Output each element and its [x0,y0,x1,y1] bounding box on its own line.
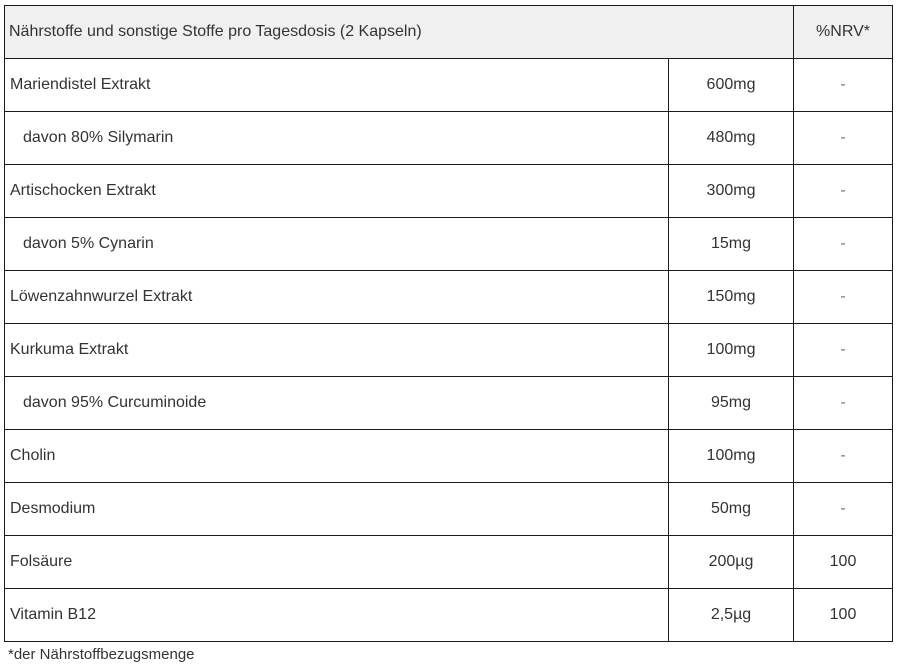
table-header-row [5,6,893,59]
nutrient-amount: 300mg [669,165,794,218]
nutrient-name: Löwenzahnwurzel Extrakt [5,271,669,324]
nutrient-amount: 100mg [669,430,794,483]
nutrient-amount: 150mg [669,271,794,324]
table-row [5,324,893,377]
nutrient-name: davon 95% Curcuminoide [5,377,669,430]
table-row [5,271,893,324]
table-row [5,59,893,112]
nutrient-amount: 100mg [669,324,794,377]
nutrient-nrv: - [794,218,893,271]
nutrient-amount: 50mg [669,483,794,536]
nutrient-nrv: 100 [794,536,893,589]
table-title: Nährstoffe und sonstige Stoffe pro Tagesdosis (2 Kapseln) [5,6,794,59]
nutrient-nrv: - [794,112,893,165]
table-row [5,483,893,536]
nutrient-nrv: - [794,377,893,430]
nutrient-amount: 480mg [669,112,794,165]
nutrient-nrv: - [794,483,893,536]
table-row [5,218,893,271]
nutrient-nrv: 100 [794,589,893,642]
nutrient-name: Cholin [5,430,669,483]
footnote: *der Nährstoffbezugsmenge [8,646,195,663]
nutrient-amount: 200µg [669,536,794,589]
nutrient-amount: 600mg [669,59,794,112]
nutrient-name: davon 5% Cynarin [5,218,669,271]
nutrient-amount: 2,5µg [669,589,794,642]
nutrient-name: Kurkuma Extrakt [5,324,669,377]
nutrient-nrv: - [794,430,893,483]
table-row [5,377,893,430]
nutrient-amount: 95mg [669,377,794,430]
nutrient-name: davon 80% Silymarin [5,112,669,165]
table-row [5,112,893,165]
nutrient-name: Desmodium [5,483,669,536]
nutrient-name: Folsäure [5,536,669,589]
nrv-column-header: %NRV* [794,6,893,59]
nutrient-nrv: - [794,59,893,112]
nutrient-nrv: - [794,165,893,218]
table-row [5,165,893,218]
nutrient-nrv: - [794,324,893,377]
nutrient-table [4,5,893,642]
nutrient-name: Vitamin B12 [5,589,669,642]
nutrient-name: Mariendistel Extrakt [5,59,669,112]
nutrient-amount: 15mg [669,218,794,271]
table-row [5,430,893,483]
nutrient-name: Artischocken Extrakt [5,165,669,218]
table-row [5,536,893,589]
nutrient-nrv: - [794,271,893,324]
table-row [5,589,893,642]
